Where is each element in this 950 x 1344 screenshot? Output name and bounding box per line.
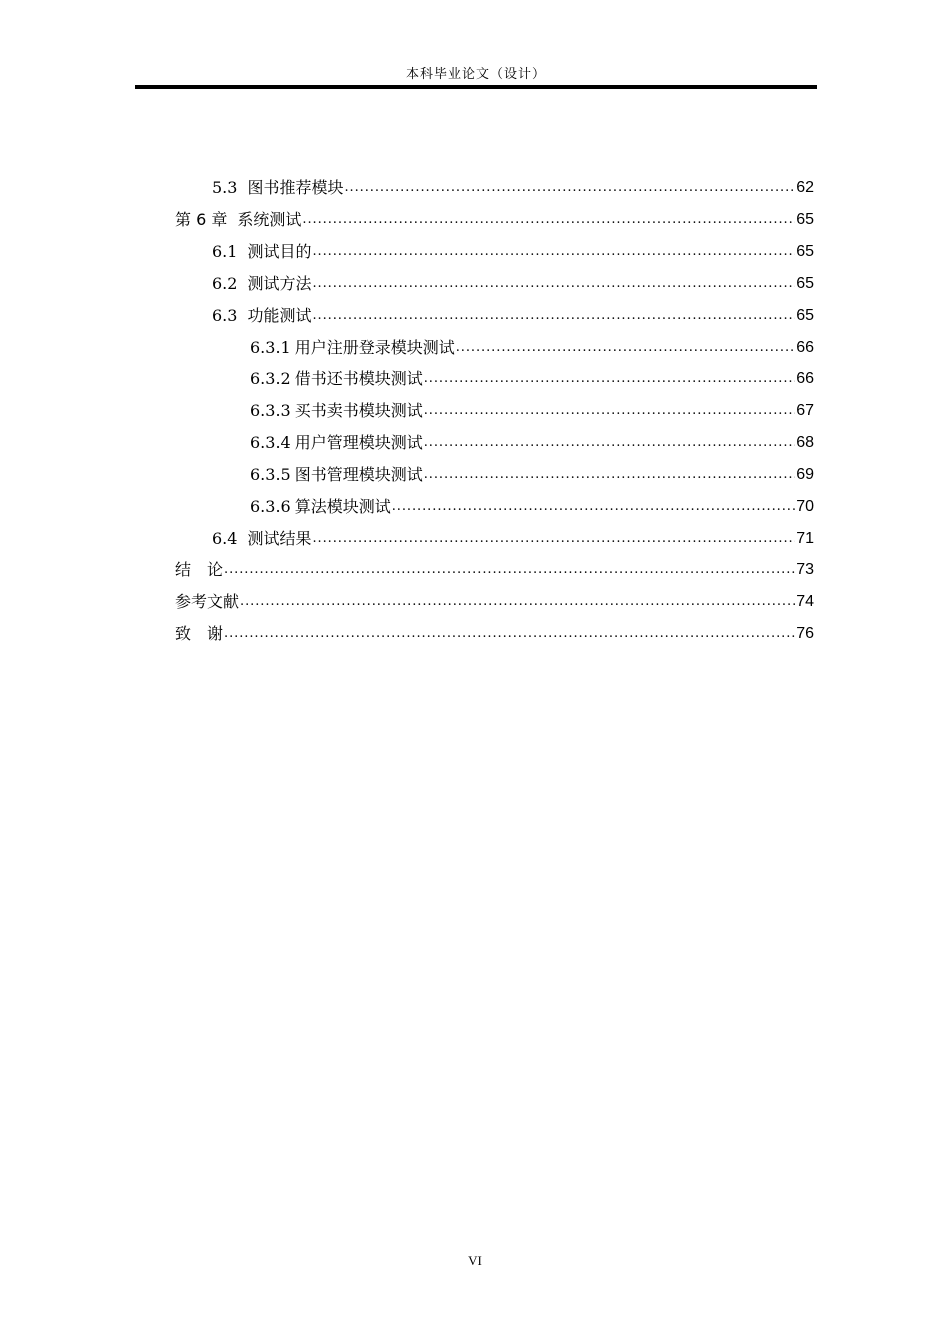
toc-entry-6-3-3[interactable] [250, 396, 814, 422]
toc-entry-text: 用户管理模块测试 [294, 433, 423, 452]
toc-entry-page: 68 [796, 434, 814, 451]
toc-entry-conclusion[interactable] [175, 555, 814, 581]
toc-entry-number: 6.3.4 [250, 433, 291, 452]
toc-entry-text: 测试结果 [247, 529, 312, 548]
toc-dot-leader [456, 339, 795, 357]
toc-entry-text: 系统测试 [237, 210, 302, 229]
toc-entry-number: 6.2 [212, 274, 238, 293]
toc-entry-page: 70 [796, 498, 814, 515]
toc-entry-number: 6.3.2 [250, 369, 291, 388]
toc-entry-title [250, 464, 423, 486]
toc-dot-leader [312, 243, 795, 261]
toc-entry-page: 67 [796, 402, 814, 419]
toc-entry-page: 62 [796, 179, 814, 196]
toc-entry-chapter-6[interactable] [175, 205, 814, 231]
toc-entry-title [212, 241, 311, 263]
toc-entry-page: 66 [796, 339, 814, 356]
toc-entry-acknowledgements[interactable] [175, 619, 814, 645]
toc-entry-page: 76 [796, 625, 814, 642]
toc-entry-6-3-1[interactable] [250, 333, 814, 359]
toc-entry-5-3[interactable] [212, 173, 814, 199]
page-number: VI [468, 1253, 482, 1268]
toc-entry-references[interactable] [175, 587, 814, 613]
toc-entry-page: 65 [796, 211, 814, 228]
toc-entry-page: 66 [796, 370, 814, 387]
toc-entry-number: 6.3.5 [250, 465, 291, 484]
toc-entry-6-4[interactable] [212, 524, 814, 550]
toc-dot-leader [424, 466, 795, 484]
toc-entry-title: 结 论 [175, 560, 224, 579]
toc-entry-title [250, 432, 423, 454]
toc-entry-number: 6.3.3 [250, 401, 291, 420]
toc-entry-text: 图书管理模块测试 [294, 465, 423, 484]
toc-dot-leader [312, 307, 795, 325]
toc-dot-leader [392, 498, 795, 516]
toc-entry-title [250, 368, 423, 390]
toc-entry-text: 算法模块测试 [294, 497, 391, 516]
toc-dot-leader [312, 275, 795, 293]
toc-entry-page: 71 [796, 530, 814, 547]
toc-entry-text: 借书还书模块测试 [294, 369, 423, 388]
toc-entry-title [212, 177, 343, 199]
toc-entry-6-2[interactable] [212, 269, 814, 295]
toc-entry-number: 第 6 章 [175, 210, 228, 229]
toc-entry-text: 测试目的 [247, 242, 312, 261]
toc-entry-title [212, 528, 311, 550]
toc-entry-6-3-5[interactable] [250, 460, 814, 486]
toc-entry-page: 65 [796, 307, 814, 324]
toc-entry-title [175, 209, 301, 231]
toc-entry-page: 65 [796, 243, 814, 260]
toc-entry-page: 69 [796, 466, 814, 483]
toc-entry-page: 73 [796, 561, 814, 578]
toc-entry-6-3[interactable] [212, 301, 814, 327]
page-header: 本科毕业论文（设计） [405, 67, 546, 82]
toc-entry-number: 5.3 [212, 178, 238, 197]
toc-dot-leader [424, 402, 795, 420]
toc-entry-number: 6.4 [212, 529, 238, 548]
toc-entry-number: 6.3.6 [250, 497, 291, 516]
toc-dot-leader [344, 179, 795, 197]
toc-entry-title [250, 337, 455, 359]
toc-entry-text: 买书卖书模块测试 [294, 401, 423, 420]
toc-entry-text: 测试方法 [247, 274, 312, 293]
toc-entry-text: 功能测试 [247, 306, 312, 325]
toc-dot-leader [240, 593, 795, 611]
toc-dot-leader [224, 561, 795, 579]
toc-dot-leader [312, 530, 795, 548]
toc-entry-title [212, 305, 311, 327]
toc-entry-title [250, 400, 423, 422]
toc-entry-title: 致 谢 [175, 624, 224, 643]
toc-entry-number: 6.1 [212, 242, 238, 261]
toc-entry-number: 6.3 [212, 306, 238, 325]
toc-entry-title [212, 273, 311, 295]
toc-entry-page: 65 [796, 275, 814, 292]
toc-entry-6-3-6[interactable] [250, 492, 814, 518]
toc-entry-title: 参考文献 [175, 592, 240, 611]
toc-entry-text: 用户注册登录模块测试 [294, 338, 455, 357]
toc-entry-6-3-2[interactable] [250, 364, 814, 390]
toc-dot-leader [302, 211, 795, 229]
toc-entry-page: 74 [796, 593, 814, 610]
toc-entry-6-1[interactable] [212, 237, 814, 263]
toc-entry-number: 6.3.1 [250, 338, 291, 357]
toc-entry-title [250, 496, 391, 518]
toc-dot-leader [424, 370, 795, 388]
toc-dot-leader [224, 625, 795, 643]
toc-entry-text: 图书推荐模块 [247, 178, 344, 197]
toc-dot-leader [424, 434, 795, 452]
toc-entry-6-3-4[interactable] [250, 428, 814, 454]
